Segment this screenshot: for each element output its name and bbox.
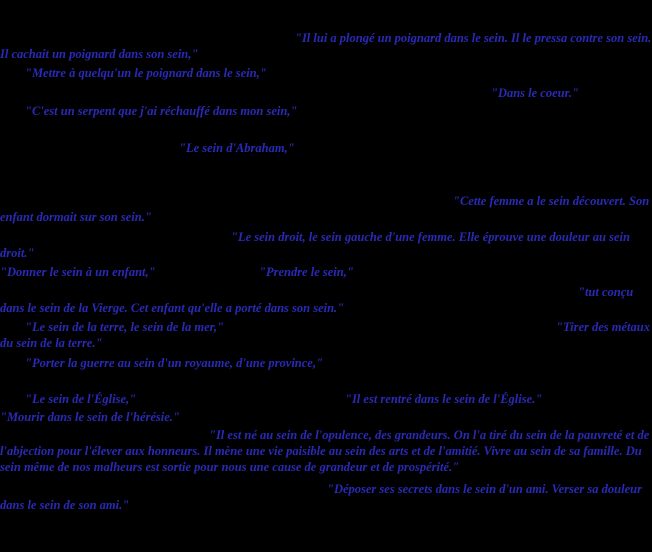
definition-entry: "Dans le coeur." — [491, 86, 579, 100]
definition-entry: "Le sein de l'Église," — [25, 392, 137, 406]
definition-entry: "Cette femme a le sein découvert. Son enfant dormait sur son sein." — [0, 194, 650, 224]
definition-entry: "Tirer des métaux du sein de la terre." — [0, 320, 650, 350]
definition-entry: "Mourir dans le sein de l'hérésie." — [0, 410, 180, 424]
definition-entry: "Mettre à quelqu'un le poignard dans le sein," — [25, 66, 267, 80]
definition-entry: "C'est un serpent que j'ai réchauffé dans mon sein," — [25, 104, 298, 118]
definition-entry: "Porter la guerre au sein d'un royaume, d'une province," — [25, 356, 323, 370]
definition-entry: "Il lui a plongé un poignard dans le sein. Il le pressa contre son sein. Il cachait un poignard dans son sein," — [0, 31, 652, 61]
definition-entry: "Donner le sein à un enfant," — [0, 265, 156, 279]
definition-entry: "Le sein d'Abraham," — [179, 141, 295, 155]
definition-entry: "Le sein de la terre, le sein de la mer," — [25, 320, 224, 334]
definition-entry: "Déposer ses secrets dans le sein d'un ami. Verser sa douleur dans le sein de son ami." — [0, 482, 642, 512]
definition-entry: "Le sein droit, le sein gauche d'une femme. Elle éprouve une douleur au sein droit." — [0, 230, 630, 260]
definition-entry: "Prendre le sein," — [259, 265, 354, 279]
definition-entry: "Il est rentré dans le sein de l'Église." — [345, 392, 543, 406]
definition-entry: "tut conçu dans le sein de la Vierge. Cet enfant qu'elle a porté dans son sein." — [0, 285, 634, 315]
definition-entry: "Il est né au sein de l'opulence, des grandeurs. On l'a tiré du sein de la pauvreté et de l'abjection pour l'élever aux honneurs. Il mène une vie paisible au sein des arts et de l'amitié. Vivre au sein de sa famille. Du sein même de nos malheurs est sortie pour nous une cause de grandeur et de prospérité." — [0, 428, 650, 474]
